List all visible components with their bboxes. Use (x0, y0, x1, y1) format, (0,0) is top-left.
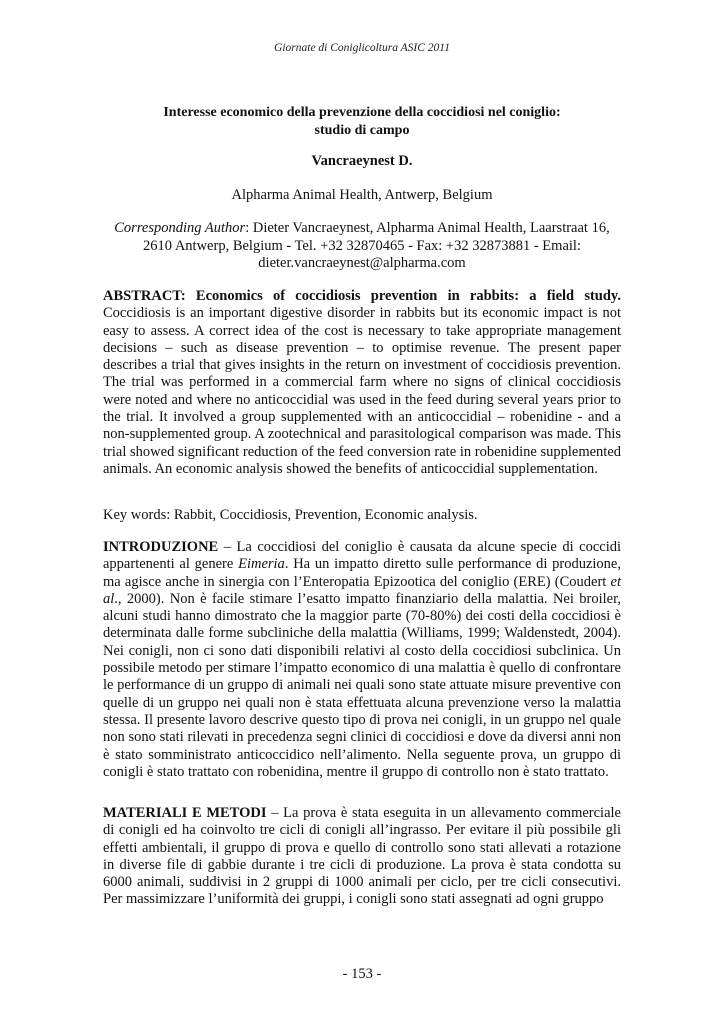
intro-text-3: ., 2000). Non è facile stimare l’esatto impatto finanziario della malattia. Nei broiler, alcuni studi hanno dimostrato che la maggior parte (70-80%) dei costi della coccidiosi è determinata dalle forme subcliniche della malattia (Williams, 1999; Waldenstedt, 2004). Nei conigli, non ci sono dati disponibili relativi al costo della coccidiosi subclinica. Un possibile metodo per stimare l’impatto economico di una malattia è quello di confrontare le performance di un gruppo di animali nei quali sono state attuate misure preventive con quelle di un gruppo nei quali non è stata effettuata alcuna prevenzione verso la malattia stessa. Il presente lavoro descrive questo tipo di prova nei conigli, in un gruppo nel quale non sono stati rilevati in precedenza segni clinici di coccidiosi e dove da diversi anni non è stato somministrato anticoccidico nell’alimento. Nella seguente prova, un gruppo di conigli è stato trattato con robenidina, mentre il gruppo di controllo non è stato trattato. (103, 590, 621, 780)
intro-heading: INTRODUZIONE (103, 539, 219, 555)
methods-heading: MATERIALI E METODI (103, 805, 267, 821)
affiliation: Alpharma Animal Health, Antwerp, Belgium (231, 187, 493, 203)
corresponding-email: dieter.vancraeynest@alpharma.com (258, 255, 466, 271)
methods-paragraph (103, 805, 621, 909)
abstract-text: Coccidiosis is an important digestive disorder in rabbits but its economic impact is not easy to assess. A correct idea of the cost is necessary to take appropriate management decisions – such as disease prevention – to optimise revenue. The present paper describes a trial that gives insights in the return on investment of coccidiosis prevention. The trial was performed in a commercial farm where no signs of clinical coccidiosis were noted and where no anticoccidial was used in the feed during several years prior to the trial. It involved a group supplemented with an anticoccidial – robenidine - and a non-supplemented group. A zootechnical and parasitological comparison was made. This trial showed significant reduction of the feed conversion rate in robenidine supplemented animals. An economic analysis showed the benefits of anticoccidial supplementation. (103, 305, 621, 477)
abstract-heading: ABSTRACT: Economics of coccidiosis prevention in rabbits: a field study. (103, 288, 621, 304)
keywords: Key words: Rabbit, Coccidiosis, Prevention, Economic analysis. (103, 507, 478, 523)
paper-title (103, 104, 621, 140)
abstract-paragraph (103, 288, 621, 478)
intro-text-1: – La coccidiosi del coniglio è causata da alcune specie di coccidi appartenenti al genere (103, 539, 621, 573)
page-number: - 153 - (342, 966, 382, 982)
intro-paragraph (103, 539, 621, 781)
intro-etal: et al (103, 573, 621, 607)
corresponding-label: Corresponding Author (114, 220, 246, 236)
corresponding-line-2: 2610 Antwerp, Belgium - Tel. +32 32870465 - Fax: +32 32873881 - Email: (143, 237, 581, 254)
corresponding-author (103, 220, 621, 273)
intro-text-2: . Ha un impatto diretto sulle performance di produzione, ma agisce anche in sinergia con l’Enteropatia Epizootica del coniglio (ERE) (Coudert (103, 556, 621, 590)
author-name: Vancraeynest D. (311, 153, 413, 169)
corresponding-line-1 (103, 220, 621, 238)
title-line-2: studio di campo (314, 123, 410, 138)
methods-text: – La prova è stata eseguita in un allevamento commerciale di conigli ed ha coinvolto tre cicli di conigli all’ingrasso. Per evitare il più possibile gli effetti ambientali, il gruppo di prova e quello di controllo sono stati allevati a rotazione in diverse file di gabbie durante i tre cicli di produzione. La prova è stata condotta su 6000 animali, suddivisi in 2 gruppi di 1000 animali per ciclo, per tre cicli consecutivi. Per massimizzare l’uniformità dei gruppi, i conigli sono stati assegnati ad ogni gruppo (103, 805, 621, 908)
running-header: Giornate di Coniglicoltura ASIC 2011 (274, 42, 450, 54)
title-line-1: Interesse economico della prevenzione della coccidiosi nel coniglio: (163, 105, 561, 120)
intro-eimeria: Eimeria (238, 556, 285, 573)
corresponding-text-1: : Dieter Vancraeynest, Alpharma Animal Health, Laarstraat 16, (245, 220, 610, 236)
